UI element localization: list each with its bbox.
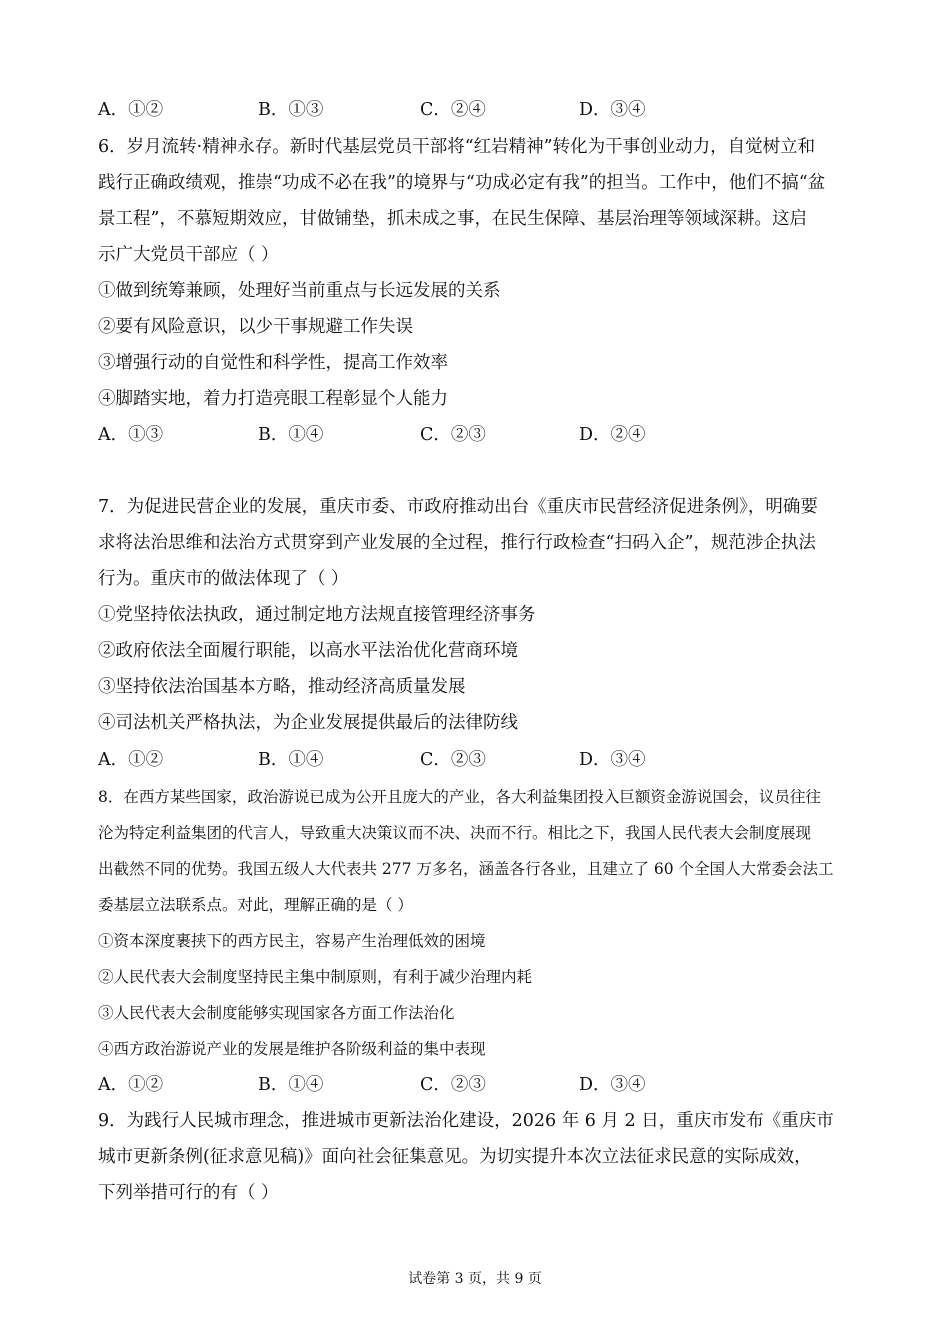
q6-statement-3: ③增强行动的自觉性和科学性，提高工作效率 xyxy=(98,353,448,373)
q5-option-c[interactable]: C．②④ xyxy=(420,100,486,120)
q5-option-b[interactable]: B．①③ xyxy=(258,100,324,120)
q7-statement-1: ①党坚持依法执政，通过制定地方法规直接管理经济事务 xyxy=(98,605,536,625)
q8-stem-line-4: 委基层立法联系点。对此，理解正确的是（ ） xyxy=(98,896,413,914)
q8-option-d[interactable]: D．③④ xyxy=(579,1075,646,1095)
q8-statement-3: ③人民代表大会制度能够实现国家各方面工作法治化 xyxy=(98,1004,455,1022)
q6-stem-line-1: 6．岁月流转·精神永存。新时代基层党员干部将“红岩精神”转化为干事创业动力，自觉树立和 xyxy=(98,137,816,157)
q8-option-c[interactable]: C．②③ xyxy=(420,1075,486,1095)
q7-stem-line-1: 7．为促进民营企业的发展，重庆市委、市政府推动出台《重庆市民营经济促进条例》，明确要 xyxy=(98,497,818,517)
q7-statement-3: ③坚持依法治国基本方略，推动经济高质量发展 xyxy=(98,677,466,697)
q8-statement-2: ②人民代表大会制度坚持民主集中制原则，有利于减少治理内耗 xyxy=(98,968,533,986)
q9-stem-line-2: 城市更新条例(征求意见稿)》面向社会征集意见。为切实提升本次立法征求民意的实际成效， xyxy=(98,1147,812,1167)
q6-option-d[interactable]: D．②④ xyxy=(579,425,646,445)
q7-stem-line-2: 求将法治思维和法治方式贯穿到产业发展的全过程，推行行政检查“扫码入企”，规范涉企执法 xyxy=(98,533,816,553)
q6-option-c[interactable]: C．②③ xyxy=(420,425,486,445)
q6-statement-2: ②要有风险意识，以少干事规避工作失误 xyxy=(98,317,413,337)
q9-stem-line-3: 下列举措可行的有（ ） xyxy=(98,1183,279,1203)
q7-option-d[interactable]: D．③④ xyxy=(579,750,646,770)
q7-option-c[interactable]: C．②③ xyxy=(420,750,486,770)
q6-statement-4: ④脚踏实地，着力打造亮眼工程彰显个人能力 xyxy=(98,389,448,409)
q7-stem-line-3: 行为。重庆市的做法体现了（ ） xyxy=(98,569,349,589)
q8-option-a[interactable]: A．①② xyxy=(98,1075,164,1095)
q5-option-a[interactable]: A．①② xyxy=(98,100,164,120)
q6-stem-line-3: 景工程”，不慕短期效应，甘做铺垫，抓未成之事，在民生保障、基层治理等领域深耕。这启 xyxy=(98,209,807,229)
q6-stem-line-4: 示广大党员干部应（ ） xyxy=(98,245,279,265)
q7-option-a[interactable]: A．①② xyxy=(98,750,164,770)
q8-stem-line-1: 8．在西方某些国家，政治游说已成为公开且庞大的产业，各大利益集团投入巨额资金游说国会，议员往往 xyxy=(98,788,821,806)
q8-statement-1: ①资本深度裹挟下的西方民主，容易产生治理低效的困境 xyxy=(98,932,486,950)
q7-statement-4: ④司法机关严格执法，为企业发展提供最后的法律防线 xyxy=(98,713,518,733)
q9-stem-line-1: 9．为践行人民城市理念，推进城市更新法治化建设，2026 年 6 月 2 日，重庆市发布《重庆市 xyxy=(98,1111,834,1131)
q6-option-a[interactable]: A．①③ xyxy=(98,425,164,445)
q6-option-b[interactable]: B．①④ xyxy=(258,425,324,445)
q8-stem-line-2: 沦为特定利益集团的代言人，导致重大决策议而不决、决而不行。相比之下，我国人民代表大会制度展现 xyxy=(98,824,812,842)
q7-statement-2: ②政府依法全面履行职能，以高水平法治优化营商环境 xyxy=(98,641,518,661)
q8-stem-line-3: 出截然不同的优势。我国五级人大代表共 277 万多名，涵盖各行各业，且建立了 60 个全国人大常委会法工 xyxy=(98,860,834,878)
q6-statement-1: ①做到统筹兼顾，处理好当前重点与长远发展的关系 xyxy=(98,281,501,301)
q8-statement-4: ④西方政治游说产业的发展是维护各阶级利益的集中表现 xyxy=(98,1040,486,1058)
q7-option-b[interactable]: B．①④ xyxy=(258,750,324,770)
q6-stem-line-2: 践行正确政绩观，推崇“功成不必在我”的境界与“功成必定有我”的担当。工作中，他们不搞“盆 xyxy=(98,173,826,193)
q8-option-b[interactable]: B．①④ xyxy=(258,1075,324,1095)
q5-option-d[interactable]: D．③④ xyxy=(579,100,646,120)
page-footer: 试卷第 3 页，共 9 页 xyxy=(408,1271,542,1287)
